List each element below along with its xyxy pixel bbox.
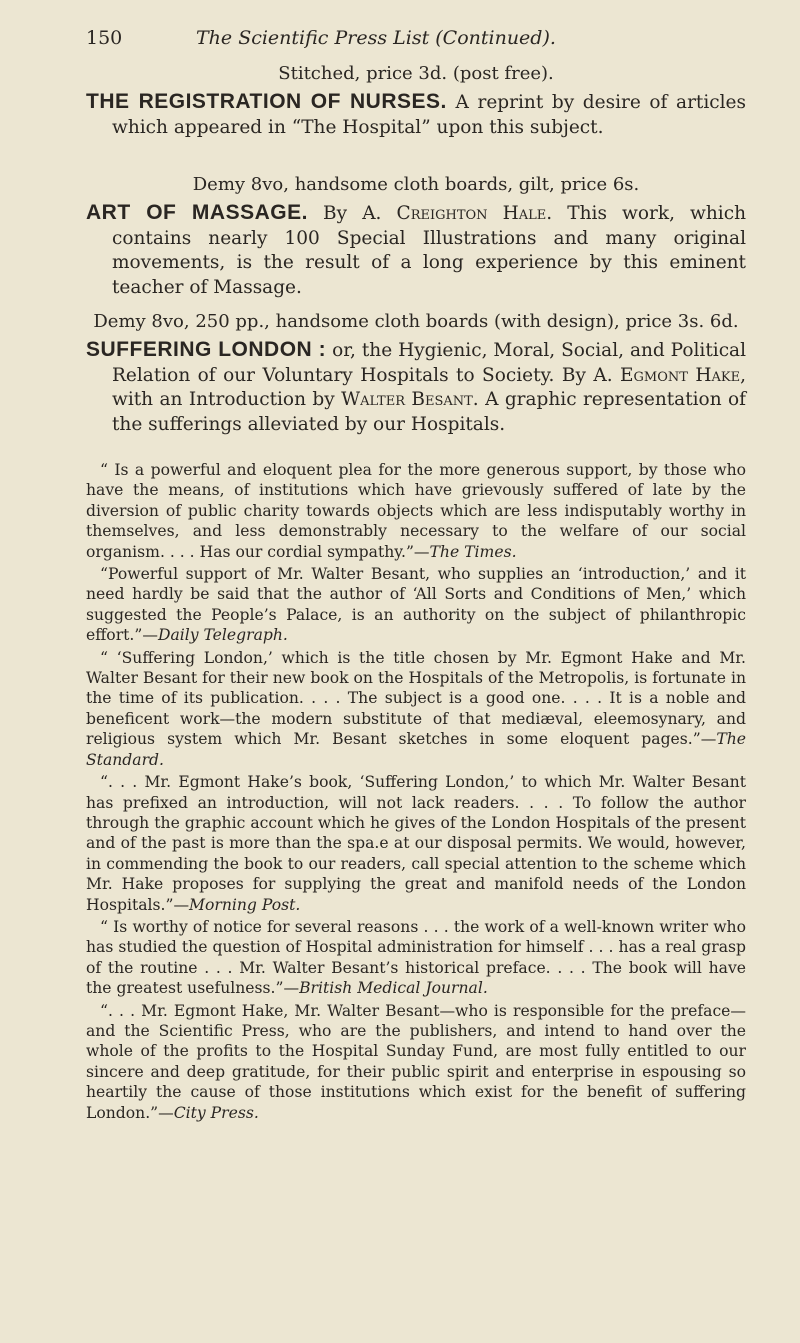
entry-price-note: Demy 8vo, 250 pp., handsome cloth boards (with design), price 3s. 6d. — [93, 311, 739, 332]
review-british-medical-journal — [86, 917, 746, 999]
review-source: The Times. — [429, 542, 517, 561]
entry-heading: SUFFERING LONDON : — [86, 338, 327, 361]
review-daily-telegraph — [86, 564, 746, 646]
review-text: “ ‘Suffering London,’ which is the title chosen by Mr. Egmont Hake and Mr. Walter Besant for their new book on the Hospitals of the Metropolis, is fortunate in the time of its publication. . . . The subject is a good one. . . . It is a noble and beneficent work—the modern substitute of that mediæval, eleemosynary, and religious system which Mr. Besant sketches in some eloquent pages.”— — [86, 648, 746, 749]
entry-text-a: or, the Hygienic, Moral, Social, and Political Relation of our Voluntary Hospitals to Society. By A. — [112, 340, 747, 386]
entry-registration-of-nurses — [86, 62, 746, 140]
entry-intro-author: Walter Besant. — [341, 389, 479, 410]
review-text: “Powerful support of Mr. Walter Besant, who supplies an ‘introduction,’ and it need hardly be said that the author of ‘All Sorts and Conditions of Men,’ which suggested the People’s Palace, is an authority on the subject of philanthropic effort.”— — [86, 565, 746, 645]
entry-by: By A. — [323, 203, 382, 224]
entry-text: A reprint by desire of articles which appeared in “The Hospital” upon this subject. — [112, 92, 746, 138]
entry-description — [86, 338, 746, 437]
entry-price-note: Stitched, price 3d. (post free). — [278, 63, 554, 84]
entry-heading: THE REGISTRATION OF NURSES. — [86, 90, 447, 113]
entry-description — [86, 90, 746, 140]
running-title: The Scientific Press List (Continued). — [196, 27, 556, 49]
review-times — [86, 460, 746, 562]
entry-text: This work, which contains nearly 100 Special Illustrations and many original movements, is the result of a long experience by this eminent teacher of Massage. — [112, 203, 746, 298]
entry-text-b: with an Introduction by — [112, 389, 335, 410]
entry-description — [86, 201, 746, 300]
entry-author: Egmont Hake, — [620, 364, 746, 386]
review-city-press — [86, 1001, 746, 1123]
entry-suffering-london — [86, 310, 746, 437]
review-source: British Medical Journal. — [299, 979, 488, 998]
entry-heading: ART OF MASSAGE. — [86, 201, 308, 224]
entry-price-note: Demy 8vo, handsome cloth boards, gilt, price 6s. — [192, 174, 640, 195]
entry-text-c: A graphic representation of the sufferings alleviated by our Hospitals. — [112, 389, 746, 435]
press-reviews — [86, 460, 746, 1125]
review-source: Daily Telegraph. — [157, 626, 288, 645]
entry-art-of-massage — [86, 173, 746, 300]
page-number: 150 — [86, 27, 123, 49]
review-source: Morning Post. — [189, 895, 301, 914]
review-morning-post — [86, 772, 746, 915]
review-text: “. . . Mr. Egmont Hake’s book, ‘Suffering London,’ to which Mr. Walter Besant has prefixed an introduction, will not lack readers. . . . To follow the author through the graphic account which he gives of the London Hospitals of the present and of the past is more than the spa.e at our disposal permits. We would, however, in commending the book to our readers, call special attention to the scheme which Mr. Hake proposes for supplying the great and manifold needs of the London Hospitals.”— — [86, 773, 746, 914]
running-head — [86, 26, 740, 50]
review-text: “ Is worthy of notice for several reasons . . . the work of a well-known writer who has studied the question of Hospital administration for himself . . . has a real grasp of the routine . . . Mr. Walter Besant’s historical preface. . . . The book will have the greatest usefulness.”— — [86, 917, 746, 998]
review-standard — [86, 648, 746, 770]
review-source: The Standard. — [86, 730, 746, 769]
entry-author: Creighton Hale. — [396, 203, 553, 224]
review-source: City Press. — [173, 1103, 259, 1122]
review-text: “. . . Mr. Egmont Hake, Mr. Walter Besant—who is responsible for the preface—and the Scientific Press, who are the publishers, and intend to hand over the whole of the profits to the Hospital Sunday Fund, are most fully entitled to our sincere and deep gratitude, for their public spirit and enterprise in espousing so heartily the cause of those institutions which exist for the benefit of suffering London.”— — [86, 1001, 746, 1122]
review-text: “ Is a powerful and eloquent plea for the more generous support, by those who have the means, of institutions which have grievously suffered of late by the diversion of public charity towards objects which are less indisputably worthy in themselves, and less demonstrably necessary to the welfare of our social organism. . . . Has our cordial sympathy.”— — [86, 461, 746, 561]
